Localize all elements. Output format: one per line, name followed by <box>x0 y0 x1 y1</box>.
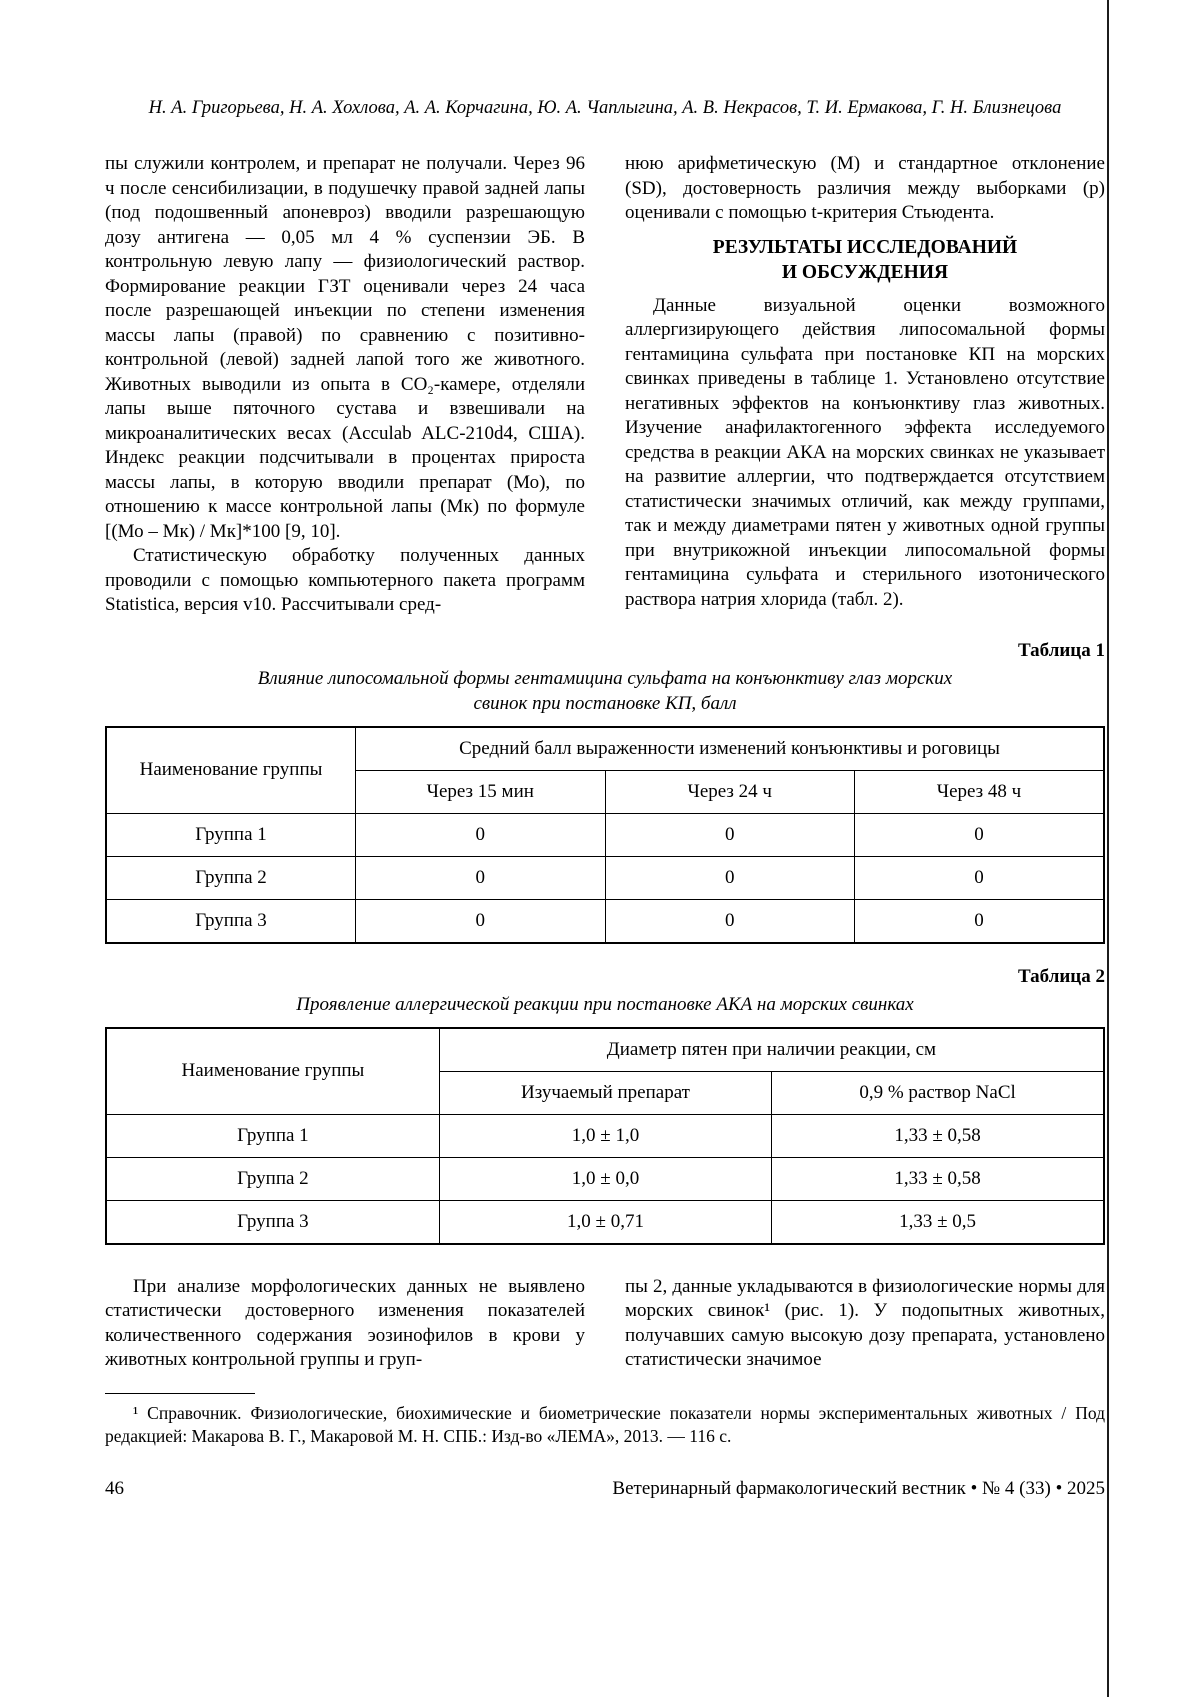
table1-subheader: Через 48 ч <box>855 770 1105 813</box>
text-column-right <box>625 152 1105 618</box>
table-cell: 1,33 ± 0,58 <box>772 1114 1104 1157</box>
table-cell: Группа 2 <box>106 1157 439 1200</box>
table1-header-row <box>106 727 1104 771</box>
table-cell: 0 <box>605 813 855 856</box>
table1-caption: Влияние липосомальной формы гентамицина сульфата на конъюнктиву глаз морских свинок при постановке КП, балл <box>257 667 953 714</box>
table-row <box>106 899 1104 943</box>
table-cell: 1,0 ± 1,0 <box>439 1114 771 1157</box>
table-cell: Группа 3 <box>106 899 356 943</box>
table-row <box>106 856 1104 899</box>
table-cell: 0 <box>356 856 606 899</box>
page-footer <box>105 1478 1105 1500</box>
table-cell: Группа 3 <box>106 1200 439 1244</box>
text-columns-bottom <box>105 1275 1105 1373</box>
footnote-text: ¹ Справочник. Физиологические, биохимические и биометрические показатели нормы экспериментальных животных / Под редакцией: Макарова В. Г., Макаровой М. Н. СПБ.: Изд-во «ЛЕМА», 2013. — 116 с. <box>105 1402 1105 1446</box>
text-column-left <box>105 1275 585 1373</box>
section-heading-line1: РЕЗУЛЬТАТЫ ИССЛЕДОВАНИЙ <box>712 236 1018 258</box>
table-cell: 0 <box>605 899 855 943</box>
table1-header-span: Средний балл выраженности изменений конъюнктивы и роговицы <box>356 727 1105 771</box>
table-row <box>106 1114 1104 1157</box>
scan-edge-line <box>1107 0 1109 1697</box>
table-cell: 0 <box>605 856 855 899</box>
body-paragraph: пы служили контролем, и препарат не получали. Через 96 ч после сенсибилизации, в подушечку правой задней лапы (под подошвенный апоневроз) вводили разрешающую дозу антигена — 0,05 мл 4 % суспензии ЭБ. В контрольную левую лапу — физиологический раствор. Формирование реакции ГЗТ оценивали через 24 часа после разрешающей инъекции по степени изменения массы лапы (правой) по сравнению с позитивно-контрольной (левой) задней лапой того же животного. Животных выводили из опыта в CO₂-камере, отделяли лапы выше пяточного сустава и взвешивали на микроаналитических весах (Acculab ALC-210d4, США). Индекс реакции подсчитывали в процентах прироста массы лапы, в которую вводили препарат (Мо), по отношению к массе контрольной лапы (Мк) по формуле [(Мо – Мк) / Мк]*100 [9, 10]. <box>105 153 585 542</box>
table-cell: 1,0 ± 0,71 <box>439 1200 771 1244</box>
table-cell: 1,0 ± 0,0 <box>439 1157 771 1200</box>
table1-subheader: Через 24 ч <box>605 770 855 813</box>
table-row <box>106 813 1104 856</box>
table2-caption: Проявление аллергической реакции при постановке АКА на морских свинках <box>296 993 914 1015</box>
table1-label: Таблица 1 <box>1017 639 1105 661</box>
body-paragraph: Статистическую обработку полученных данных проводили с помощью компьютерного пакета программ Statistica, версия v10. Рассчитывали сред- <box>105 545 585 615</box>
table-cell: 0 <box>855 813 1105 856</box>
table-cell: Группа 1 <box>106 1114 439 1157</box>
table1-header-group: Наименование группы <box>106 727 356 814</box>
table-cell: 1,33 ± 0,5 <box>772 1200 1104 1244</box>
table2-header-row <box>106 1028 1104 1072</box>
table2-subheader: 0,9 % раствор NaCl <box>772 1071 1104 1114</box>
table2-header-span: Диаметр пятен при наличии реакции, см <box>439 1028 1104 1072</box>
table2-header-group: Наименование группы <box>106 1028 439 1115</box>
footnote-rule <box>105 1393 255 1394</box>
text-column-left <box>105 152 585 618</box>
page <box>105 0 1105 1697</box>
table-cell: Группа 2 <box>106 856 356 899</box>
authors-line: Н. А. Григорьева, Н. А. Хохлова, А. А. Корчагина, Ю. А. Чаплыгина, А. В. Некрасов, Т. И. Ермакова, Г. Н. Близнецова <box>148 98 1062 118</box>
table2-label: Таблица 2 <box>1017 965 1105 987</box>
body-paragraph: При анализе морфологических данных не выявлено статистически достоверного изменения показателей количественного содержания эозинофилов в крови у животных контрольной группы и груп- <box>105 1275 585 1370</box>
table-cell: 0 <box>855 856 1105 899</box>
section-heading-line2: И ОБСУЖДЕНИЯ <box>781 261 949 283</box>
text-column-right <box>625 1275 1105 1373</box>
table-cell: 0 <box>356 813 606 856</box>
table-cell: 0 <box>855 899 1105 943</box>
table-row <box>106 1157 1104 1200</box>
table2-subheader: Изучаемый препарат <box>439 1071 771 1114</box>
section-heading <box>625 235 1105 285</box>
body-paragraph: пы 2, данные укладываются в физиологические нормы для морских свинок¹ (рис. 1). У подопытных животных, получавших самую высокую дозу препарата, установлено статистически значимое <box>625 1275 1105 1370</box>
body-paragraph: нюю арифметическую (M) и стандартное отклонение (SD), достоверность различия между выборками (p) оценивали с помощью t-критерия Стьюдента. <box>625 153 1105 223</box>
body-paragraph: Данные визуальной оценки возможного аллергизирующего действия липосомальной формы гентамицина сульфата при постановке КП на морских свинках приведены в таблице 1. Установлено отсутствие негативных эффектов на конъюнктиву глаз животных. Изучение анафилактогенного эффекта исследуемого средства в реакции АКА на морских свинках не указывает на развитие аллергии, что подтверждается отсутствием статистически значимых отличий, как между группами, так и между диаметрами пятен у животных одной группы при внутрикожной инъекции липосомальной формы гентамицина сульфата и стерильного изотонического раствора натрия хлорида (табл. 2). <box>625 294 1105 610</box>
page-number: 46 <box>105 1478 124 1499</box>
table-row <box>106 1200 1104 1244</box>
table1 <box>105 726 1105 944</box>
table-cell: Группа 1 <box>106 813 356 856</box>
table-cell: 0 <box>356 899 606 943</box>
table-cell: 1,33 ± 0,58 <box>772 1157 1104 1200</box>
table2 <box>105 1027 1105 1245</box>
table1-subheader: Через 15 мин <box>356 770 606 813</box>
text-columns-top <box>105 152 1105 618</box>
journal-title: Ветеринарный фармакологический вестник • № 4 (33) • 2025 <box>612 1478 1105 1499</box>
